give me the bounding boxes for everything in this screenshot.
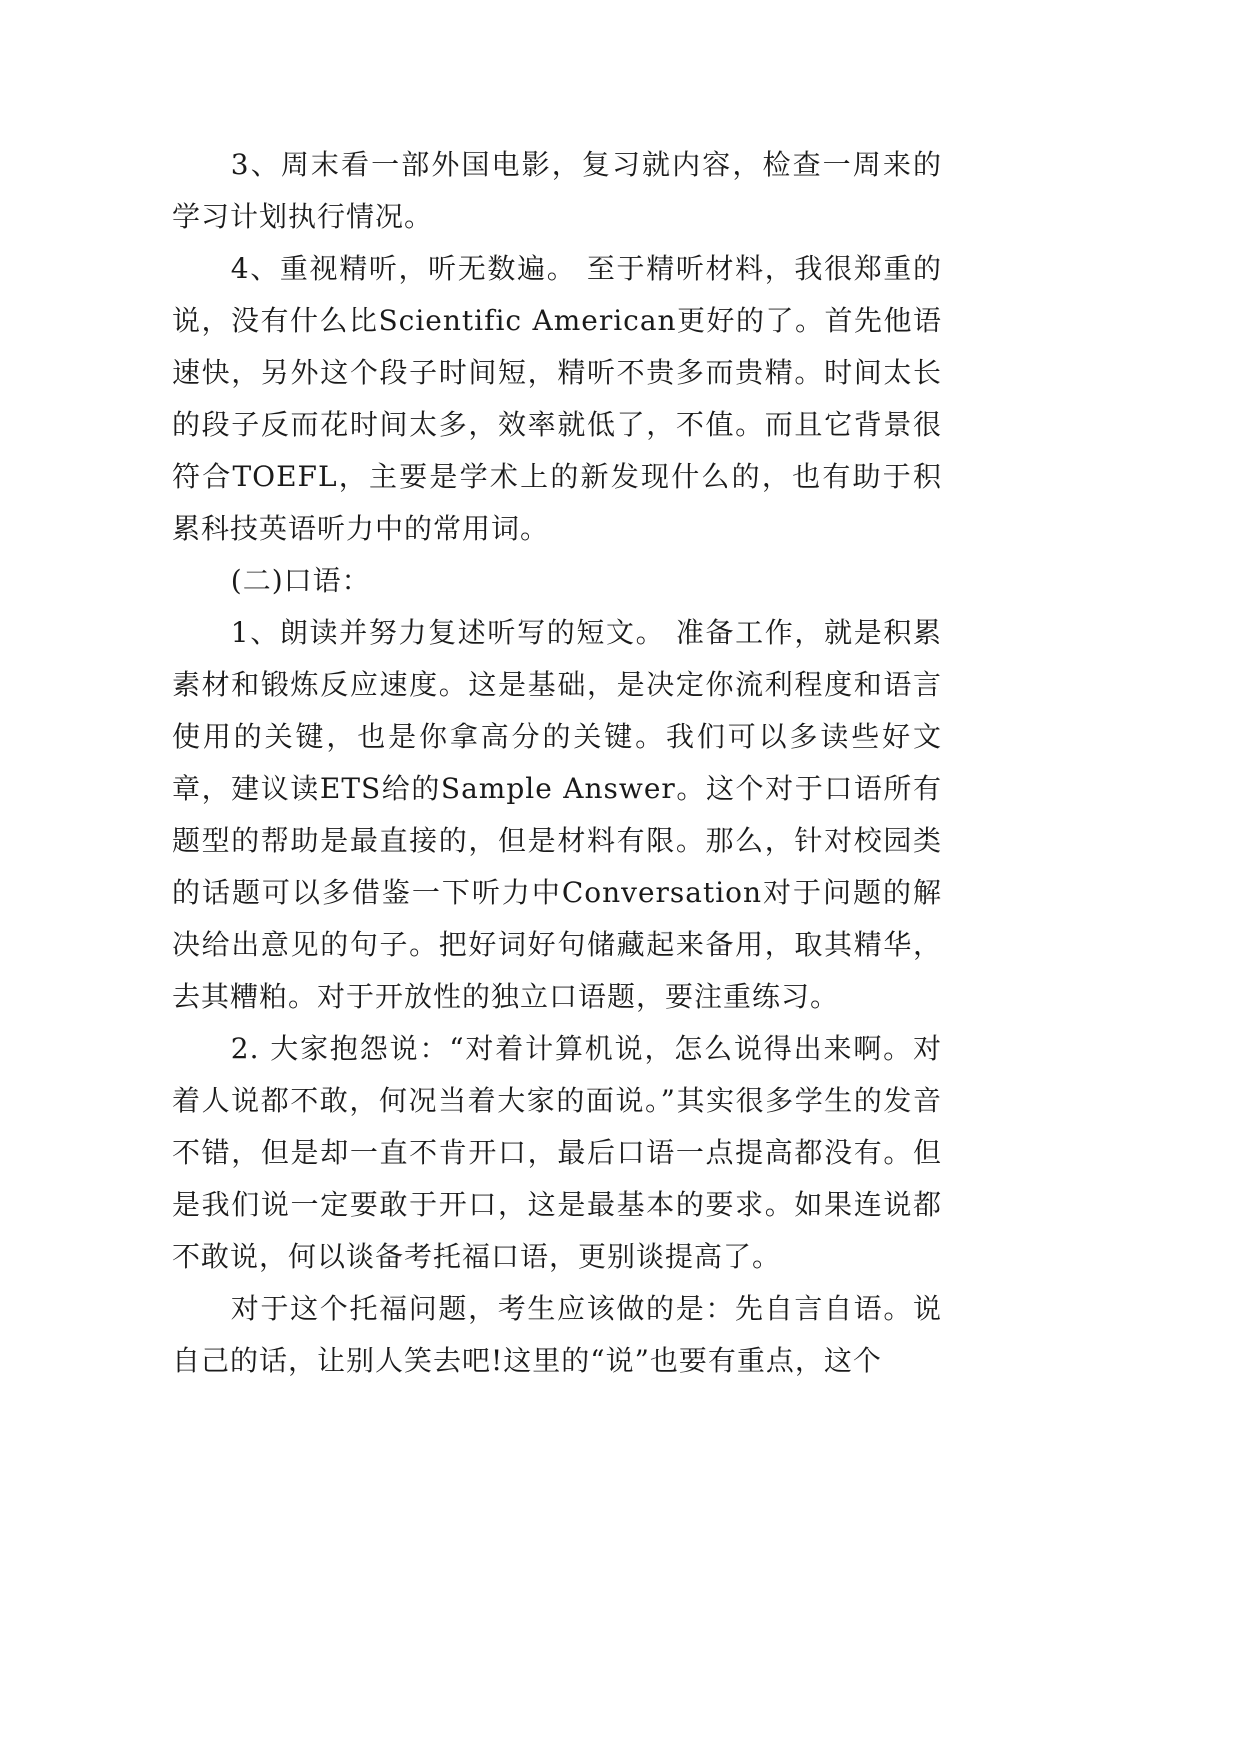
paragraph-listening-4: 4、重视精听，听无数遍。 至于精听材料，我很郑重的说，没有什么比Scientific American更好的了。首先他语速快，另外这个段子时间短，精听不贵多而贵精。时间太长的段子反而花时间太多，效率就低了，不值。而且它背景很符合TOEFL，主要是学术上的新发现什么的，也有助于积累科技英语听力中的常用词。 (172, 252, 942, 545)
paragraph-speaking-2: 2. 大家抱怨说：“对着计算机说，怎么说得出来啊。对着人说都不敢，何况当着大家的面说。”其实很多学生的发音不错，但是却一直不肯开口，最后口语一点提高都没有。但是我们说一定要敢于开口，这是最基本的要求。如果连说都不敢说，何以谈备考托福口语，更别谈提高了。 (172, 1032, 942, 1273)
paragraph-listening-3: 3、周末看一部外国电影，复习就内容，检查一周来的学习计划执行情况。 (172, 148, 942, 233)
paragraph-speaking-1: 1、朗读并努力复述听写的短文。 准备工作，就是积累素材和锻炼反应速度。这是基础，是决定你流利程度和语言使用的关键，也是你拿高分的关键。我们可以多读些好文章，建议读ETS给的Sample Answer。这个对于口语所有题型的帮助是最直接的，但是材料有限。那么，针对校园类的话题可以多借鉴一下听力中Conversation对于问题的解决给出意见的句子。把好词好句储藏起来备用，取其精华，去其糟粕。对于开放性的独立口语题，要注重练习。 (172, 616, 942, 1013)
document-body (172, 139, 942, 1387)
paragraph-speaking-advice: 对于这个托福问题，考生应该做的是：先自言自语。说自己的话，让别人笑去吧!这里的“说”也要有重点，这个 (172, 1292, 942, 1377)
section-heading-speaking: (二)口语： (230, 564, 371, 597)
